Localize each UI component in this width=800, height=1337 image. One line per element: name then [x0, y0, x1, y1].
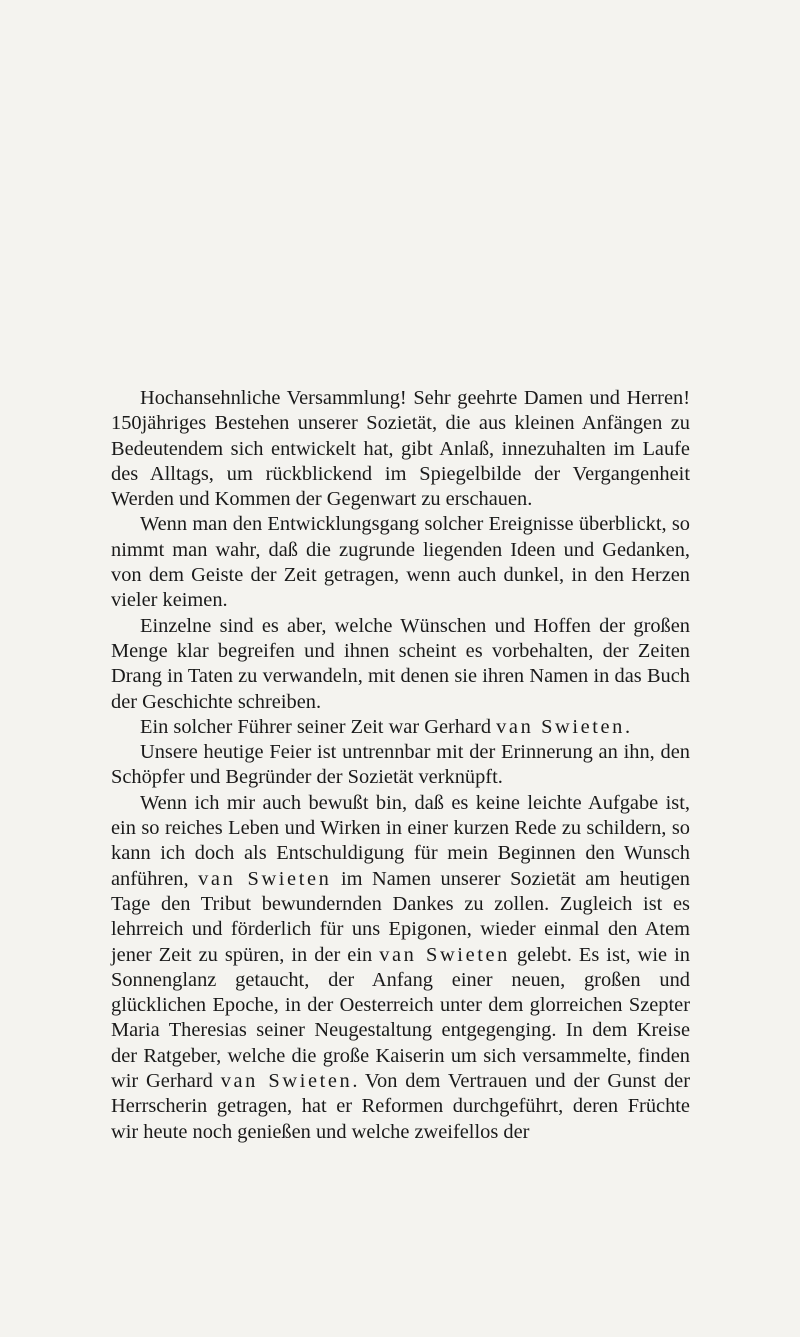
spaced-name: van Swieten: [220, 1070, 353, 1093]
paragraph-4: [111, 715, 690, 740]
text-segment: . Von dem Vertrauen und der Gunst der Herrscherin getragen, hat er Reformen durchgeführt, deren Früchte wir heute noch genießen und welche zweifellos der: [111, 1070, 690, 1143]
text-segment: im Namen unserer Sozietät am heutigen Tage den Tribut bewundernden Dankes zu zollen. Zugleich ist es lehrreich und förderlich für uns Epigonen, wieder einmal den Atem jener Zeit zu spüren, in der ein: [111, 867, 690, 966]
paragraph-2: [111, 512, 690, 613]
text-segment: .: [624, 715, 631, 738]
paragraph-1: [111, 386, 690, 512]
spaced-name: van Swieten: [198, 867, 332, 890]
spaced-name: van Swieten: [379, 943, 510, 966]
paragraph-3: [111, 614, 690, 715]
text-segment: Wenn man den Entwicklungsgang solcher Ereignisse überblickt, so nimmt man wahr, daß die zugrunde liegenden Ideen und Gedanken, von dem Geiste der Zeit getragen, wenn auch dunkel, in den Herzen vieler keimen.: [111, 513, 690, 612]
text-segment: gelebt. Es ist, wie in Sonnenglanz getaucht, der Anfang einer neuen, großen und glücklichen Epoche, in der Oesterreich unter dem glorreichen Szepter Maria Theresias seiner Neugestaltung entgegenging. In dem Kreise der Ratgeber, welche die große Kaiserin um sich versammelte, finden wir Gerhard: [111, 943, 690, 1093]
text-segment: Ein solcher Führer seiner Zeit war Gerhard: [140, 715, 497, 738]
paragraph-6: [111, 791, 690, 1145]
text-segment: Wenn ich mir auch bewußt bin, daß es keine leichte Aufgabe ist, ein so reiches Leben und Wirken in einer kurzen Rede zu schildern, so kann ich doch als Entschuldigung für mein Beginnen den Wunsch anführen,: [111, 791, 690, 890]
text-segment: Hochansehnliche Versammlung! Sehr geehrte Damen und Herren! 150jähriges Bestehen unserer Sozietät, die aus kleinen Anfängen zu Bedeutendem sich entwickelt hat, gibt Anlaß, innezuhalten im Laufe des Alltags, um rückblickend im Spiegelbilde der Vergangenheit Werden und Kommen der Gegenwart zu erschauen.: [111, 387, 690, 511]
text-segment: Einzelne sind es aber, welche Wünschen und Hoffen der großen Menge klar begreifen und ihnen scheint es vorbehalten, der Zeiten Drang in Taten zu verwandeln, mit denen sie ihren Namen in das Buch der Geschichte schreiben.: [111, 614, 690, 713]
spaced-name: van Swieten: [496, 715, 625, 738]
text-segment: Unsere heutige Feier ist untrennbar mit der Erinnerung an ihn, den Schöpfer und Begründer der Sozietät verknüpft.: [111, 741, 690, 789]
body-text: [111, 386, 690, 1145]
paragraph-5: [111, 740, 690, 791]
